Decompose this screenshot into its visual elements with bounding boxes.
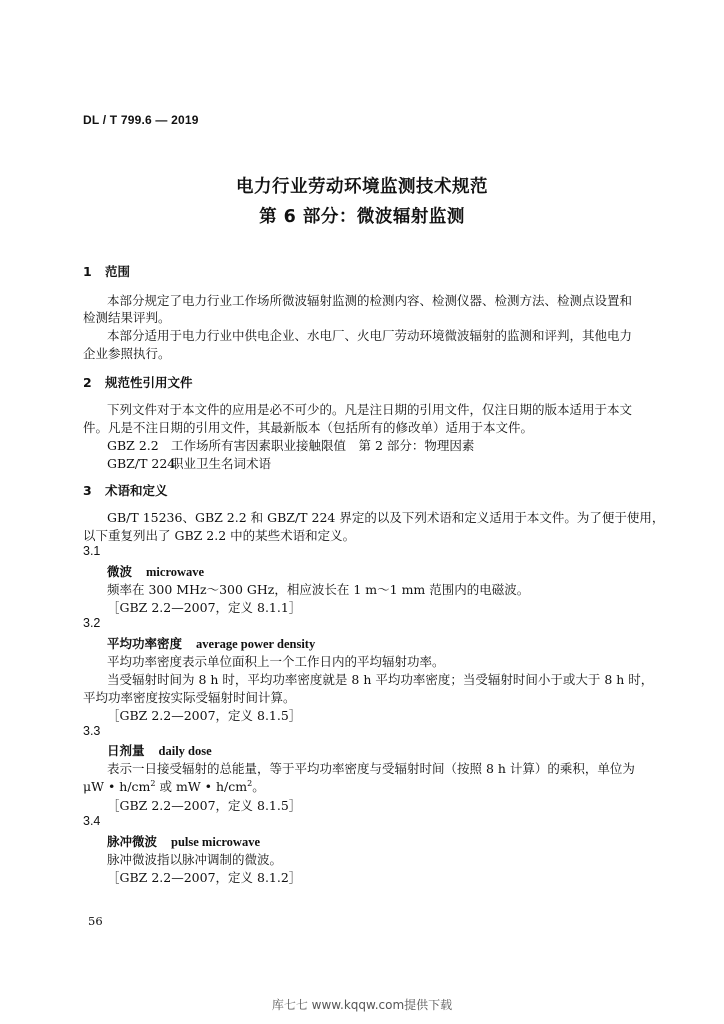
term-definition: 平均功率密度表示单位面积上一个工作日内的平均辐射功率。 (107, 654, 445, 669)
reference-title: 工作场所有害因素职业接触限值 第 2 部分：物理因素 (171, 438, 475, 453)
term-english: pulse microwave (171, 835, 261, 849)
section-title: 范围 (105, 264, 131, 279)
section-heading-terms (83, 481, 168, 499)
term-source: ［GBZ 2.2—2007，定义 8.1.5］ (107, 708, 302, 723)
term-heading (107, 634, 315, 652)
term-chinese: 脉冲微波 (107, 834, 158, 849)
reference-item (107, 454, 652, 472)
term-source: ［GBZ 2.2—2007，定义 8.1.5］ (107, 798, 302, 813)
standard-code: DL / T 799.6 — 2019 (83, 113, 199, 127)
term-english: average power density (196, 637, 316, 651)
document-title: 电力行业劳动环境监测技术规范 (236, 177, 488, 197)
term-chinese: 日剂量 (107, 743, 145, 758)
paragraph: 本部分规定了电力行业工作场所微波辐射监测的检测内容、检测仪器、检测方法、检测点设置和 (107, 293, 633, 308)
paragraph: 企业参照执行。 (83, 346, 171, 361)
unit-milliwatt: mW • h/cm (175, 779, 248, 794)
term-definition: 频率在 300 MHz～300 GHz，相应波长在 1 m～1 mm 范围内的电磁波。 (107, 582, 530, 597)
term-chinese: 微波 (107, 564, 133, 579)
download-footer: 库七七 www.kqqw.com提供下载 (271, 998, 453, 1012)
section-number: 3 (83, 483, 92, 498)
clause-number: 3.1 (83, 544, 101, 558)
term-english: microwave (146, 565, 205, 579)
paragraph: 本部分适用于电力行业中供电企业、水电厂、火电厂劳动环境微波辐射的监测和评判，其他电力 (107, 328, 633, 343)
reference-code: GBZ/T 224 (107, 456, 176, 471)
term-chinese: 平均功率密度 (107, 636, 183, 651)
term-definition: 表示一日接受辐射的总能量，等于平均功率密度与受辐射时间（按照 8 h 计算）的乘积，单位为 (107, 761, 635, 776)
document-subtitle: 第 6 部分：微波辐射监测 (259, 207, 465, 227)
section-heading-scope (83, 262, 130, 280)
section-title: 规范性引用文件 (105, 375, 193, 390)
section-title: 术语和定义 (105, 483, 168, 498)
reference-title: 职业卫生名词术语 (171, 456, 272, 471)
term-note: 平均功率密度按实际受辐射时间计算。 (83, 690, 296, 705)
paragraph: 下列文件对于本文件的应用是必不可少的。凡是注日期的引用文件，仅注日期的版本适用于本文 (107, 402, 633, 417)
unit-exponent: 2 (150, 778, 156, 788)
clause-number: 3.2 (83, 616, 101, 630)
reference-item (107, 436, 652, 454)
section-number: 1 (83, 264, 92, 279)
term-source: ［GBZ 2.2—2007，定义 8.1.1］ (107, 600, 302, 615)
term-heading (107, 562, 204, 580)
clause-number: 3.3 (83, 724, 101, 738)
page-number: 56 (88, 914, 103, 928)
sentence-end: 。 (252, 779, 265, 794)
term-definition: 脉冲微波指以脉冲调制的微波。 (107, 852, 283, 867)
term-note: 当受辐射时间为 8 h 时，平均功率密度就是 8 h 平均功率密度；当受辐射时间小于或大于 8 h 时， (107, 672, 654, 687)
term-english: daily dose (158, 744, 212, 758)
term-source: ［GBZ 2.2—2007，定义 8.1.2］ (107, 870, 302, 885)
term-definition-unit (83, 777, 628, 795)
paragraph: 件。凡是不注日期的引用文件，其最新版本（包括所有的修改单）适用于本文件。 (83, 420, 534, 435)
section-number: 2 (83, 375, 92, 390)
paragraph: GB/T 15236、GBZ 2.2 和 GBZ/T 224 界定的以及下列术语和定义适用于本文件。为了便于使用， (107, 510, 665, 525)
conjunction: 或 (155, 779, 176, 794)
paragraph: 以下重复列出了 GBZ 2.2 中的某些术语和定义。 (83, 528, 356, 543)
reference-code: GBZ 2.2 (107, 438, 159, 453)
clause-number: 3.4 (83, 814, 101, 828)
unit-microwatt: μW • h/cm (83, 779, 151, 794)
term-heading (107, 832, 260, 850)
paragraph: 检测结果评判。 (83, 310, 171, 325)
term-heading (107, 741, 212, 759)
section-heading-normative-references (83, 373, 193, 391)
unit-exponent: 2 (247, 778, 253, 788)
